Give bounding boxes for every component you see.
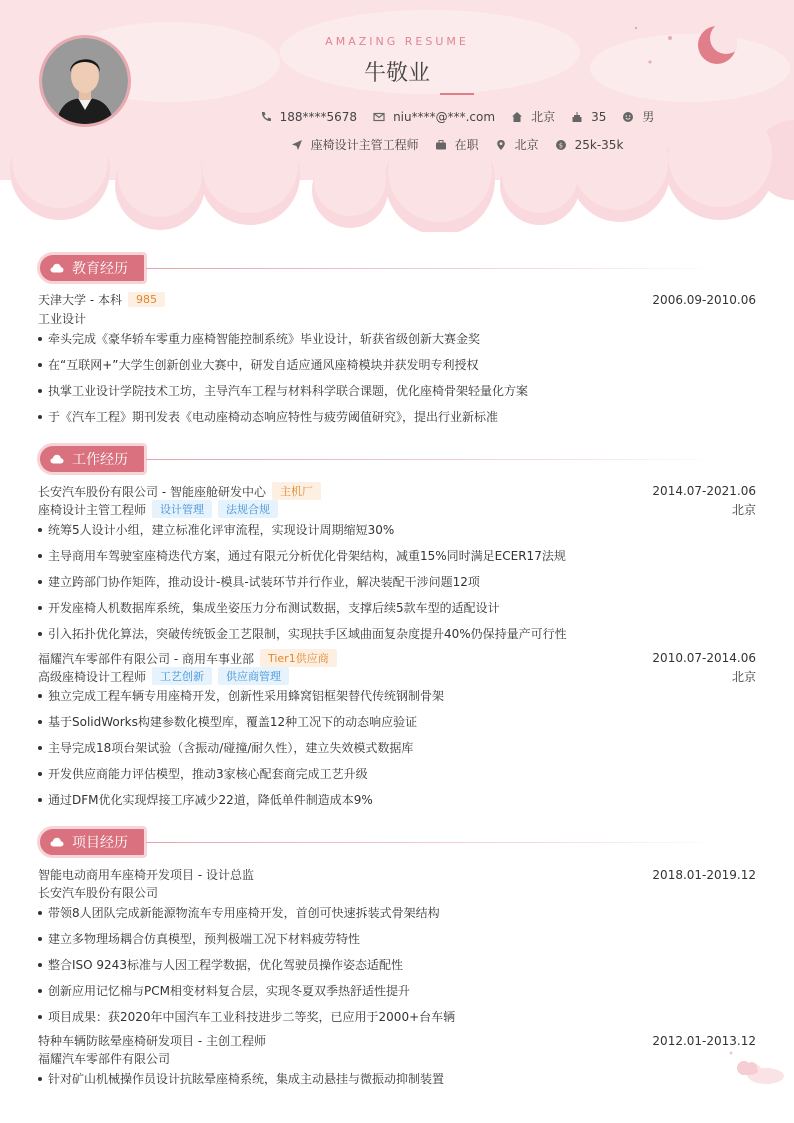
company-tag: Tier1供应商 [260,649,337,667]
list-item: 引入拓扑优化算法，突破传统钣金工艺限制，实现扶手区域曲面复杂度提升40%仍保持量产可行性 [38,625,756,642]
job-target-text: 座椅设计主管工程师 [310,138,419,152]
skill-tag: 法规合规 [218,500,278,518]
project-name: 智能电动商用车座椅开发项目 - 设计总监 [38,868,254,882]
education-title: 教育经历 [72,261,128,277]
home-icon [511,111,523,123]
gender-text: 男 [642,110,655,124]
company-name: 长安汽车股份有限公司 - 智能座舱研发中心 [38,484,266,499]
salary-item [555,136,624,153]
section-divider [146,459,722,460]
age-text: 35 [591,109,607,124]
project-header [38,866,756,883]
contact-row [0,108,794,125]
list-item: 执掌工业设计学院技术工坊，主导汽车工程与材料科学联合课题，优化座椅骨架轻量化方案 [38,382,756,399]
work-tab [37,443,147,475]
target-city-item [495,136,539,153]
list-item: 基于SolidWorks构建参数化模型库，覆盖12种工况下的动态响应验证 [38,713,756,730]
gender-item [622,108,654,125]
list-item: 牵头完成《豪华轿车零重力座椅智能控制系统》毕业设计，斩获省级创新大赛金奖 [38,330,756,347]
project-date: 2012.01-2013.12 [652,1033,756,1048]
project-org: 长安汽车股份有限公司 [38,886,159,900]
list-item: 主导商用车驾驶室座椅迭代方案，通过有限元分析优化骨架结构，减重15%同时满足ECER17法规 [38,547,756,564]
email-text: niu****@***.com [393,109,496,124]
major: 工业设计 [38,312,87,326]
list-item: 针对矿山机械操作员设计抗眩晕座椅系统，集成主动悬挂与微振动抑制装置 [38,1070,756,1087]
skill-tag: 供应商管理 [218,667,289,685]
target-row [0,136,794,153]
cloud-icon [50,454,64,464]
send-icon [291,139,303,151]
work-city: 北京 [731,502,756,517]
work-role-row [38,667,756,685]
list-item: 创新应用记忆棉与PCM相变材料复合层，实现冬夏双季热舒适性提升 [38,982,756,999]
list-item: 开发座椅人机数据库系统，集成坐姿压力分布测试数据，支撑后续5款车型的适配设计 [38,599,756,616]
resume-header [0,0,794,232]
project-header [38,1032,756,1049]
svg-text:$: $ [558,140,563,149]
section-divider [146,268,722,269]
list-item: 主导完成18项台架试验（含振动/碰撞/耐久性），建立失效模式数据库 [38,739,756,756]
mail-icon [373,111,385,123]
list-item: 建立跨部门协作矩阵，推动设计-模具-试装环节并行作业，解决装配干涉问题12项 [38,573,756,590]
work-date: 2010.07-2014.06 [652,651,756,665]
education-section-header [37,252,147,284]
education-date: 2006.09-2010.06 [652,292,756,307]
cloud-icon [50,837,64,847]
list-item: 于《汽车工程》期刊发表《电动座椅动态响应特性与疲劳阈值研究》，提出行业新标准 [38,408,756,425]
list-item: 整合ISO 9243标准与人因工程学数据，优化驾驶员操作姿态适配性 [38,956,756,973]
section-divider [146,842,722,843]
target-city-text: 北京 [514,138,539,152]
age-item [571,108,606,125]
list-item: 通过DFM优化实现焊接工序减少22道，降低单件制造成本9% [38,791,756,808]
school-tag: 985 [128,292,165,307]
company-tag: 主机厂 [272,482,321,500]
location-item [511,108,555,125]
projects-section-header [37,826,147,858]
company-name: 福耀汽车零部件有限公司 - 商用车事业部 [38,651,254,666]
education-tab [37,252,147,284]
coin-icon [555,139,567,151]
location-pin-icon [495,139,507,151]
salary-text: 25k-35k [574,137,624,152]
phone-icon [260,111,272,123]
skill-tag: 工艺创新 [152,667,212,685]
list-item: 独立完成工程车辆专用座椅开发，创新性采用蜂窝铝框架替代传统钢制骨架 [38,687,756,704]
project-org: 福耀汽车零部件有限公司 [38,1052,171,1066]
cake-icon [571,111,583,123]
work-title: 工作经历 [72,452,128,468]
work-header [38,649,756,667]
candidate-name: 牛敬业 [363,61,430,86]
work-role-row [38,500,756,518]
status-text: 在职 [454,138,479,152]
cloud-icon [50,263,64,273]
work-section-header [37,443,147,475]
phone-text: 188****5678 [279,109,358,124]
job-title: 座椅设计主管工程师 [38,502,147,517]
list-item: 带领8人团队完成新能源物流车专用座椅开发，首创可快速拆装式骨架结构 [38,904,756,921]
list-item: 统筹5人设计小组，建立标准化评审流程，实现设计周期缩短30% [38,521,756,538]
location-text: 北京 [531,110,556,124]
list-item: 项目成果：获2020年中国汽车工业科技进步二等奖，已应用于2000+台车辆 [38,1008,756,1025]
briefcase-icon [435,139,447,151]
job-title: 高级座椅设计工程师 [38,669,147,684]
project-name: 特种车辆防眩晕座椅研发项目 - 主创工程师 [38,1034,266,1048]
list-item: 建立多物理场耦合仿真模型，预判极端工况下材料疲劳特性 [38,930,756,947]
projects-tab [37,826,147,858]
email-item [373,108,495,125]
smile-icon [622,111,634,123]
job-target-item [291,136,419,153]
list-item: 在“互联网+”大学生创新创业大赛中，研发自适应通风座椅模块并获发明专利授权 [38,356,756,373]
skill-tag: 设计管理 [152,500,212,518]
work-date: 2014.07-2021.06 [652,484,756,498]
project-date: 2018.01-2019.12 [652,867,756,882]
work-city: 北京 [731,669,756,684]
education-header [38,291,756,308]
list-item: 开发供应商能力评估模型，推动3家核心配套商完成工艺升级 [38,765,756,782]
school-degree: 天津大学 - 本科 [38,293,122,307]
status-item [435,136,479,153]
phone-item [260,108,357,125]
name-divider [440,93,474,95]
cloud-decoration [728,1050,786,1086]
projects-title: 项目经历 [72,835,128,851]
brand-text: AMAZING RESUME [325,35,469,48]
work-header [38,482,756,500]
